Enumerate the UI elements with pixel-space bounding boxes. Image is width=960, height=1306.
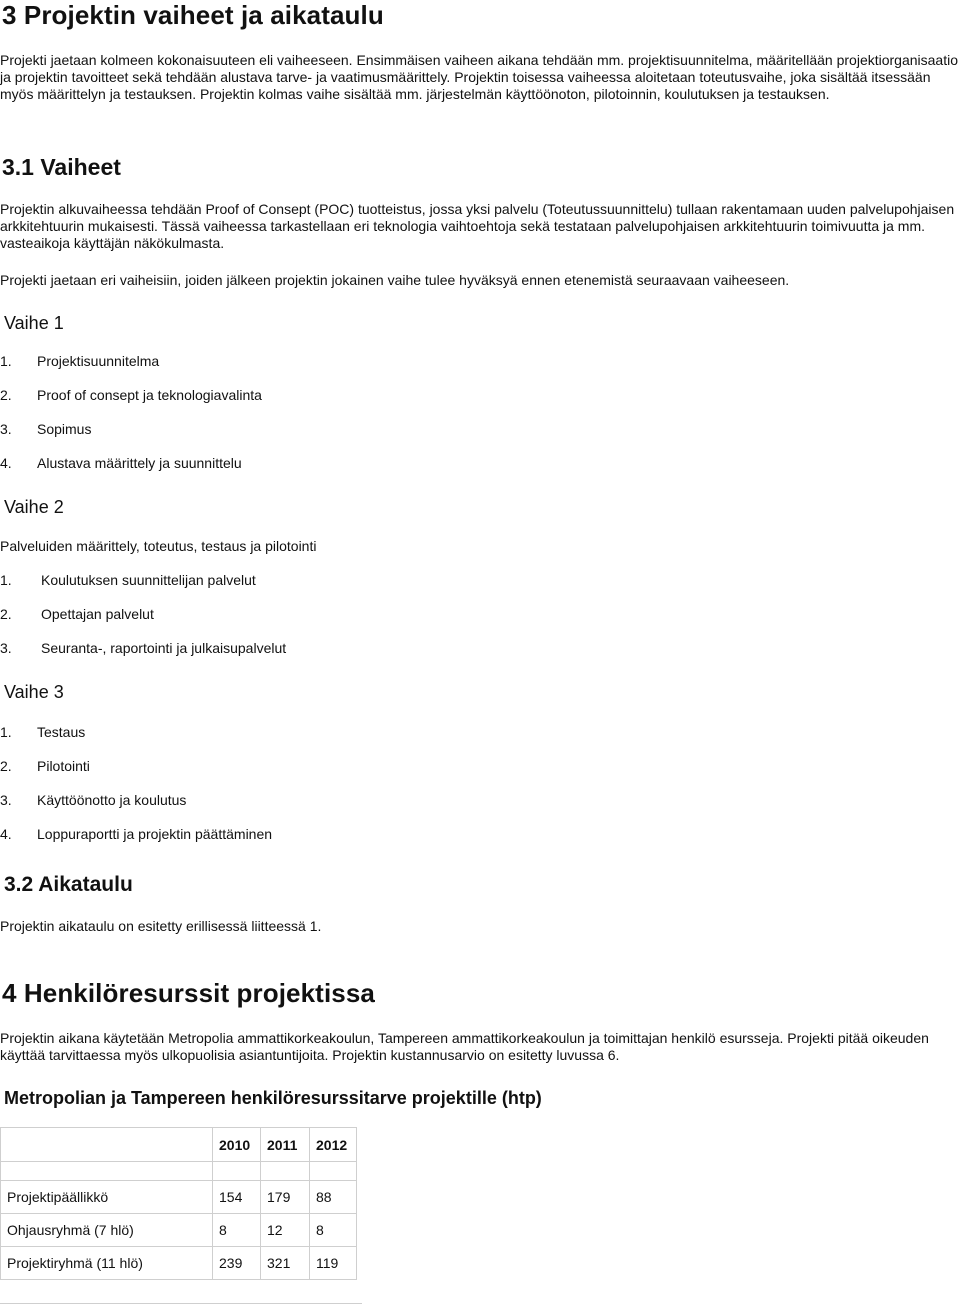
list-item: 2. Pilotointi <box>0 758 90 774</box>
list-item: 2. Opettajan palvelut <box>0 606 154 622</box>
section-4-heading: 4 Henkilöresurssit projektissa <box>2 978 375 1008</box>
list-item: 3. Käyttöönotto ja koulutus <box>0 792 187 808</box>
section-4-text: Projektin aikana käytetään Metropolia ammattikorkeakoulun, Tampereen ammattikorkeakoulun ja toimittajan henkilö esursseja. Projekti pitää oikeuden käyttää tarvittaessa myös ulkopuolisia asiantuntijoita. Projektin kustannusarvio on esitetty luvussa 6. <box>0 1030 929 1063</box>
phase-3-heading: Vaihe 3 <box>4 682 64 702</box>
table-header-row <box>1 1128 357 1162</box>
table-cell: 8 <box>310 1214 357 1247</box>
section-3-1-heading: 3.1 Vaiheet <box>2 154 121 180</box>
table-cell: 179 <box>261 1181 310 1214</box>
table-cell: Projektipäällikkö <box>1 1181 213 1214</box>
section-3-2-heading: 3.2 Aikataulu <box>4 873 133 896</box>
list-item: 1. Koulutuksen suunnittelijan palvelut <box>0 572 256 588</box>
phase-2-heading: Vaihe 2 <box>4 497 64 517</box>
section-3-heading: 3 Projektin vaiheet ja aikataulu <box>2 0 384 30</box>
table-header-cell: 2012 <box>310 1128 357 1162</box>
list-item: 3. Seuranta-, raportointi ja julkaisupalvelut <box>0 640 287 656</box>
table-row <box>1 1181 357 1214</box>
table-header-cell <box>1 1128 213 1162</box>
table-cell: 119 <box>310 1247 357 1280</box>
table-cell: 239 <box>213 1247 261 1280</box>
table-cell: Ohjausryhmä (7 hlö) <box>1 1214 213 1247</box>
table-header-cell: 2011 <box>261 1128 310 1162</box>
list-item: 4. Alustava määrittely ja suunnittelu <box>0 455 242 471</box>
phase-1-heading: Vaihe 1 <box>4 313 64 333</box>
table-cell: Projektiryhmä (11 hlö) <box>1 1247 213 1280</box>
divider <box>0 1303 362 1304</box>
table-spacer-row <box>1 1162 357 1181</box>
table-row <box>1 1247 357 1280</box>
section-3-intro: Projekti jaetaan kolmeen kokonaisuuteen eli vaiheeseen. Ensimmäisen vaiheen aikana tehdään mm. projektisuunnitelma, määritellään projektiorganisaatio ja projektin tavoitteet sekä tehdään alustava tarve- ja vaatimusmäärittely. Projektin toisessa vaiheessa aloitetaan toteutusvaihe, joka sisältää itsessään myös määrittelyn ja testauksen. Projektin kolmas vaihe sisältää mm. järjestelmän käyttöönoton, pilotoinnin, koulutuksen ja testauksen. <box>0 52 959 102</box>
phase-2-description: Palveluiden määrittely, toteutus, testaus ja pilotointi <box>0 538 317 554</box>
table-cell: 321 <box>261 1247 310 1280</box>
list-item: 4. Loppuraportti ja projektin päättäminen <box>0 826 273 842</box>
section-3-1-paragraph-2: Projekti jaetaan eri vaiheisiin, joiden jälkeen projektin jokainen vaihe tulee hyväksyä ennen etenemistä seuraavaan vaiheeseen. <box>0 272 790 288</box>
table-header-cell: 2010 <box>213 1128 261 1162</box>
section-3-2-text: Projektin aikataulu on esitetty erillisessä liitteessä 1. <box>0 918 322 934</box>
list-item: 3. Sopimus <box>0 421 92 437</box>
table-cell: 88 <box>310 1181 357 1214</box>
table-cell: 8 <box>213 1214 261 1247</box>
list-item: 2. Proof of consept ja teknologiavalinta <box>0 387 262 403</box>
list-item: 1. Projektisuunnitelma <box>0 353 160 369</box>
table-row <box>1 1214 357 1247</box>
list-item: 1. Testaus <box>0 724 86 740</box>
resource-table <box>0 1127 357 1280</box>
table-title: Metropolian ja Tampereen henkilöresurssitarve projektille (htp) <box>4 1088 542 1108</box>
section-3-1-paragraph-1: Projektin alkuvaiheessa tehdään Proof of Consept (POC) tuotteistus, jossa yksi palvelu (Toteutussuunnittelu) tullaan rakentamaan uuden palvelupohjaisen arkkitehtuurin mukaisesti. Tässä vaiheessa tarkastellaan eri teknologia vaihtoehtoja sekä testataan palvelupohjaisen arkkitehtuurin toimivuutta ja mm. vasteaikoja käyttäjän näkökulmasta. <box>0 201 955 251</box>
table-cell: 12 <box>261 1214 310 1247</box>
table-cell: 154 <box>213 1181 261 1214</box>
